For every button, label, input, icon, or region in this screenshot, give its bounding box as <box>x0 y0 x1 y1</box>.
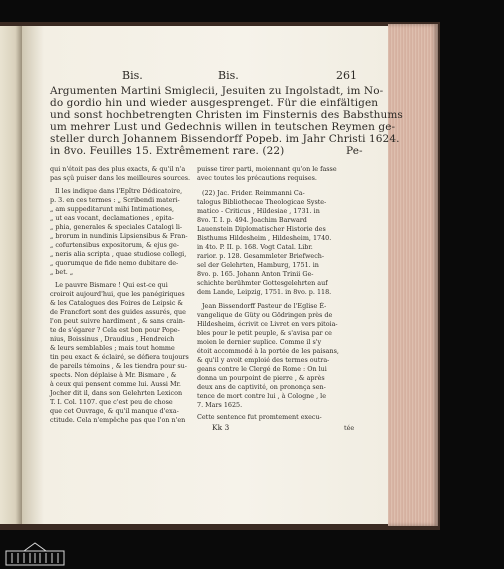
left-column-line: de pareils témoins , & les tiendra pour su- <box>50 362 187 370</box>
left-column-line: qui n'étoit pas des plus exacts, & qu'il n'a <box>50 165 186 173</box>
footnote-line: 8vo. T. I. p. 494. Joachim Barward <box>197 216 307 224</box>
left-page-sliver <box>0 26 22 524</box>
footnote-line: Bisthums Hildesheim , Hildesheim, 1740. <box>197 234 332 242</box>
lead-line: Argumenten Martini Smiglecii, Jesuiten zu Ingolstadt, im No- <box>50 85 384 97</box>
signature-mark: Kk 3 <box>212 423 230 432</box>
left-column-line: Il les indique dans l'Epître Dédicatoire, <box>55 187 183 195</box>
right-column-line: puisse tirer parti, moiennant qu'on le fasse <box>197 165 337 173</box>
left-column-line: tin peu exact & éclairé, se défiera toujours <box>50 353 189 361</box>
right-column-line: 7. Mars 1625. <box>197 401 243 409</box>
left-column-line: „ cofurtensibus expositorum, & ejus ge- <box>50 241 179 249</box>
viewer-footer <box>0 536 504 569</box>
footnote-line: Lauenstein Diplomatischer Historie des <box>197 225 326 233</box>
lead-line: und sonst hochbetrengten Christen im Finsternis des Babsthums <box>50 109 403 121</box>
left-column-line: & leurs semblables ; mais tout homme <box>50 344 175 352</box>
footnote-line: talogus Bibliothecae Theologicae Syste- <box>197 198 327 206</box>
footnote-line: matico - Criticus , Hildesiae , 1731. in <box>197 207 320 215</box>
left-column-line: l'on peut suivre hardiment , & sans crain- <box>50 317 186 325</box>
lead-line-tail: Pe- <box>346 145 363 157</box>
right-column-line: étoit accommodé à la portée de les paisans, <box>197 347 339 355</box>
left-column-line: Le pauvre Bismare ! Qui est-ce qui <box>55 281 168 289</box>
catchword: tée <box>344 424 355 432</box>
left-column-line: & les Catalogues des Foires de Leipsic & <box>50 299 184 307</box>
left-column-line: T. I. Col. 1107. que c'est peu de chose <box>50 398 173 406</box>
footnote-line: sel der Gelehrten, Hamburg, 1751. in <box>197 261 319 269</box>
left-column-line: „ am suppeditarunt mihi Intimationes, <box>50 205 175 213</box>
right-column-line: & qu'il y avoit emploié des termes outra- <box>197 356 330 364</box>
library-building-icon <box>4 541 66 567</box>
lead-line: do gordio hin und wieder ausgesprenget. Für die einfältigen <box>50 97 379 109</box>
right-column-line: tence de mort contre lui , à Cologne , le <box>197 392 326 400</box>
lead-line: um mehrer Lust und Gedechnis willen in teutschen Reymen ge- <box>50 121 396 133</box>
running-header-center: Bis. <box>218 69 239 82</box>
left-column-line: „ neris alia scripta , quae studiose collegi, <box>50 250 187 258</box>
lead-line: steller durch Johannem Bissendorff Popeb. im Jahr Christi 1624. <box>50 133 400 145</box>
left-column-line: te de s'égarer ? Cela est bon pour Pope- <box>50 326 180 334</box>
right-column-line: donna un pourpoint de pierre , & après <box>197 374 325 382</box>
footnote-line: dem Lande, Leipzig, 1751. in 8vo. p. 118. <box>197 288 332 296</box>
left-column-line: à ceux qui pensent comme lui. Aussi Mr. <box>50 380 181 388</box>
left-column-line: que cet Ouvrage, & qu'il manque d'exa- <box>50 407 179 415</box>
lead-line: in 8vo. Feuilles 15. Extrêmement rare. (22) <box>50 145 285 157</box>
footnote-line: in 4to. P. II. p. 168. Vogt Catal. Libr. <box>197 243 313 251</box>
footnote-line: schichte berühmter Gottesgelehrten auf <box>197 279 328 287</box>
running-header-left: Bis. <box>122 69 143 82</box>
left-column-line: p. 3. en ces termes : „ Scribendi materi- <box>50 196 180 204</box>
right-column-line: Jean Bissendorff Pasteur de l'Eglise É- <box>202 302 327 310</box>
left-column-line: spects. Non déplaise à Mr. Bismare , & <box>50 371 177 379</box>
left-column-line: „ phia, generales & speciales Catalogi li- <box>50 223 183 231</box>
right-column-line: geans contre le Clergé de Rome : On lui <box>197 365 327 373</box>
footnote-line: 8vo. p. 165. Johann Anton Trinii Ge- <box>197 270 314 278</box>
right-column-line: deux ans de captivité, on prononça sen- <box>197 383 326 391</box>
footnote-line: (22) Jac. Frider. Reimmanni Ca- <box>202 189 305 197</box>
left-column-line: Jocher dit il, dans son Gelehrten Lexicon <box>50 389 183 397</box>
right-column-line: bles pour le petit peuple, & s'avisa par ce <box>197 329 332 337</box>
left-column-line: croiroit aujourd'hui, que les panégiriques <box>50 290 185 298</box>
left-column-line: „ quorumque de fide nemo dubitare de- <box>50 259 179 267</box>
left-column-line: de Francfort sont des guides assurés, que <box>50 308 186 316</box>
right-column-line: avec toutes les précautions requises. <box>197 174 317 182</box>
page-edges <box>388 24 438 526</box>
left-column-line: nius, Boissinus , Draudius , Hendreich <box>50 335 175 343</box>
left-column-line: „ ut eas vocant, declamationes , epita- <box>50 214 174 222</box>
footnote-line: rarior. p. 128. Gesammleter Briefwech- <box>197 252 325 260</box>
right-column-line: vangelique de Güty ou Gödringen près de <box>197 311 333 319</box>
left-column-line: pas sçû puiser dans les meilleures sources. <box>50 174 191 182</box>
left-column-line: ctitude. Cela n'empêche pas que l'on n'en <box>50 416 186 424</box>
left-column-line: „ bet. „ <box>50 268 74 276</box>
right-column-line: Hildesheim, écrivit ce Livret en vers pitoia- <box>197 320 338 328</box>
left-column-line: „ brorum in nundinis Lipsiensibus & Fran- <box>50 232 188 240</box>
right-column-line: moien le dernier suplice. Comme il s'y <box>197 338 322 346</box>
page-number: 261 <box>336 69 357 82</box>
right-column-line: Cette sentence fut promtement execu- <box>197 413 322 421</box>
